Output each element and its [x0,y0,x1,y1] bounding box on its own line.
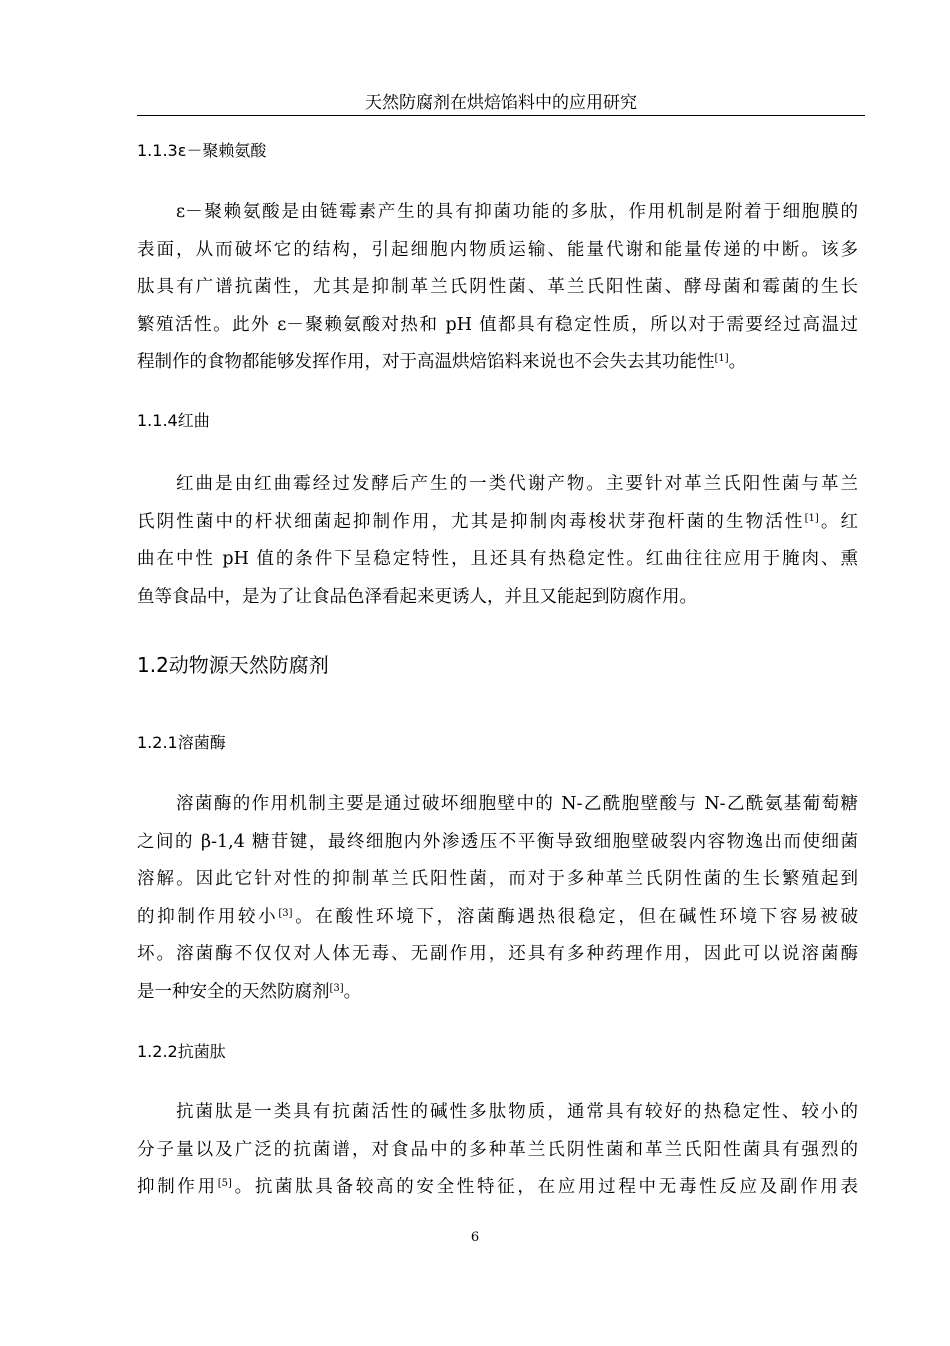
citation-ref: [1] [714,353,729,364]
text-segment: 肽具有广谱抗菌性，尤其是抑制革兰氏阴性菌、革兰氏阳性菌、酵母菌和霉菌的生长 [137,277,858,297]
text-segment: 溶解。因此它针对性的抑制革兰氏阳性菌，而对于多种革兰氏阴性菌的生长繁殖起到 [137,869,858,889]
text-line [137,232,858,270]
header-rule [137,115,865,116]
text-line [137,269,858,307]
text-segment: 繁殖活性。此外 ε－聚赖氨酸对热和 pH 值都具有稳定性质，所以对于需要经过高温过 [137,314,858,335]
heading-1-2-2: 1.2.2抗菌肽 [137,1042,226,1061]
heading-1-2-1: 1.2.1溶菌酶 [137,733,226,752]
text-segment: 氏阴性菌中的杆状细菌起抑制作用，尤其是抑制肉毒梭状芽孢杆菌的生物活性 [137,511,805,532]
text-line [137,899,858,937]
paragraph-antimicrobial-peptide [137,1094,858,1207]
paragraph-red-yeast [137,466,858,616]
text-line [137,1132,858,1170]
text-segment: 是一种安全的天然防腐剂 [137,981,330,1002]
citation-ref: [3] [329,982,344,994]
citation-ref: [5] [217,1178,232,1189]
text-segment: 分子量以及广泛的抗菌谱，对食品中的多种革兰氏阴性菌和革兰氏阳性菌具有强烈的 [137,1139,858,1160]
text-segment: 。在酸性环境下，溶菌酶遇热很稳定，但在碱性环境下容易被破 [292,906,859,927]
heading-1-1-4: 1.1.4红曲 [137,411,210,430]
text-segment: 曲在中性 pH 值的条件下呈稳定特性，且还具有热稳定性。红曲往往应用于腌肉、熏 [137,549,858,569]
heading-1-2: 1.2动物源天然防腐剂 [137,653,329,677]
text-segment: 的抑制作用较小 [137,906,279,927]
paragraph-polylysine [137,194,858,382]
text-line [137,504,858,542]
text-segment: 鱼等食品中，是为了让食品色泽看起来更诱人，并且又能起到防腐作用。 [137,586,697,607]
text-segment: 红曲是由红曲霉经过发酵后产生的一类代谢产物。主要针对革兰氏阳性菌与革兰 [176,474,858,494]
text-segment: 。抗菌肽具备较高的安全性特征，在应用过程中无毒性反应及副作用表 [231,1177,858,1197]
text-segment: 。 [343,981,362,1002]
text-line [137,579,858,617]
text-segment: 。红 [818,511,859,532]
heading-1-1-3: 1.1.3ε－聚赖氨酸 [137,141,267,160]
text-line [137,344,858,382]
text-line [137,974,858,1012]
text-line [137,466,858,504]
text-line [137,861,858,899]
text-segment: 表面，从而破坏它的结构，引起细胞内物质运输、能量代谢和能量传递的中断。该多 [137,239,858,260]
text-segment: 坏。溶菌酶不仅仅对人体无毒、无副作用，还具有多种药理作用，因此可以说溶菌酶 [137,944,858,964]
text-line [137,307,858,345]
text-segment: 抑制作用 [137,1177,218,1197]
text-line [137,194,858,232]
text-segment: 。 [728,352,747,372]
text-segment: 程制作的食物都能够发挥作用，对于高温烘焙馅料来说也不会失去其功能性 [137,352,715,372]
citation-ref: [3] [278,907,293,919]
text-segment: ε－聚赖氨酸是由链霉素产生的具有抑菌功能的多肽，作用机制是附着于细胞膜的 [176,202,858,222]
text-segment: 抗菌肽是一类具有抗菌活性的碱性多肽物质，通常具有较好的热稳定性、较小的 [176,1102,858,1122]
citation-ref: [1] [804,512,819,524]
text-line [137,541,858,579]
paragraph-lysozyme [137,786,858,1011]
text-segment: 之间的 β-1,4 糖苷键，最终细胞内外渗透压不平衡导致细胞壁破裂内容物逸出而使细菌 [137,831,858,852]
running-header: 天然防腐剂在烘焙馅料中的应用研究 [365,93,637,113]
text-line [137,1094,858,1132]
page-number: 6 [470,1230,480,1245]
text-segment: 溶菌酶的作用机制主要是通过破坏细胞壁中的 N-乙酰胞壁酸与 N-乙酰氨基葡萄糖 [176,794,858,814]
text-line [137,1169,858,1207]
text-line [137,936,858,974]
text-line [137,824,858,862]
text-line [137,786,858,824]
